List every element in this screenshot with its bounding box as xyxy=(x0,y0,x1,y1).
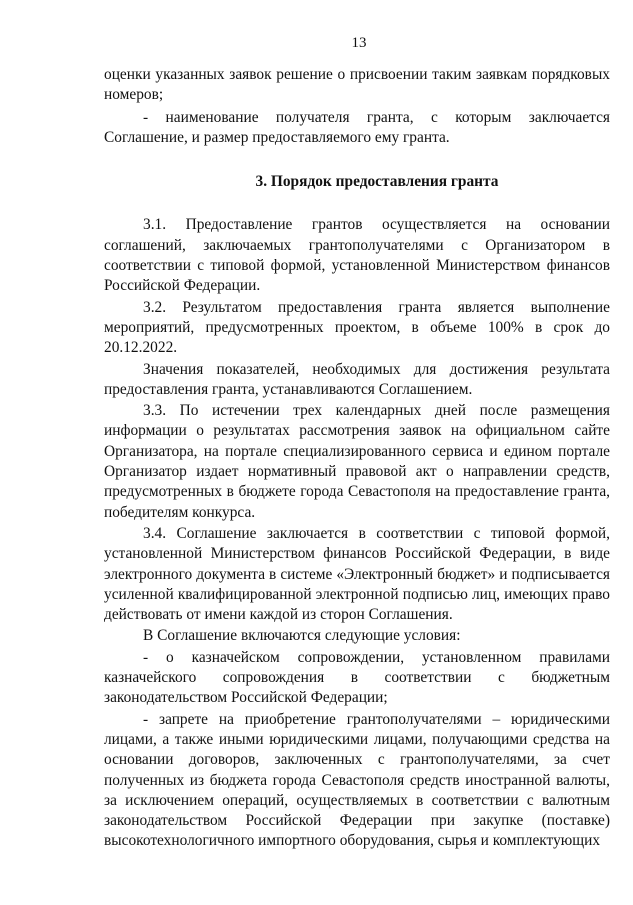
paragraph-3-4: 3.4. Соглашение заключается в соответствии с типовой формой, установленной Министерством финансов Российской Федерации, в виде электронного документа в системе «Электронный бюджет» и подписывается усиленной квалифицированной электронной подписью лиц, имеющих право действовать от имени каждой из сторон Соглашения. xyxy=(104,524,610,624)
paragraph-recipient-name: - наименование получателя гранта, с которым заключается Соглашение, и размер предоставляемого ему гранта. xyxy=(104,108,610,146)
paragraph-3-1: 3.1. Предоставление грантов осуществляется на основании соглашений, заключаемых грантополучателями с Организатором в соответствии с типовой формой, установленной Министерством финансов Российской Федерации. xyxy=(104,216,610,295)
paragraph-continuation: оценки указанных заявок решение о присвоении таким заявкам порядковых номеров; xyxy=(104,66,610,104)
page-number: 13 xyxy=(351,35,367,51)
paragraph-3-2: 3.2. Результатом предоставления гранта является выполнение мероприятий, предусмотренных проектом, в объеме 100% в срок до 20.12.2022. xyxy=(104,298,610,357)
paragraph-indicator-values: Значения показателей, необходимых для достижения результата предоставления гранта, устанавливаются Соглашением. xyxy=(104,360,610,398)
paragraph-currency-ban: - запрете на приобретение грантополучателями – юридическими лицами, а также иными юридическими лицами, получающими средства на основании договоров, заключенных с грантополучателями, за счет полученных из бюджета города Севастополя средств иностранной валюты, за исключением операций, осуществляемых в соответствии с валютным законодательством Российской Федерации при закупке (поставке) высокотехнологичного импортного оборудования, сырья и комплектующих xyxy=(104,710,610,850)
document-page xyxy=(104,34,610,852)
section-heading: 3. Порядок предоставления гранта xyxy=(255,173,499,191)
paragraph-3-3: 3.3. По истечении трех календарных дней после размещения информации о результатах рассмотрения заявок на официальном сайте Организатора, на портале специализированного сервиса и едином портале Организатор издает нормативный правовой акт о направлении средств, предусмотренных в бюджете города Севастополя на предоставление гранта, победителям конкурса. xyxy=(104,402,610,521)
paragraph-conditions-intro: В Соглашение включаются следующие условия: xyxy=(143,627,461,645)
paragraph-treasury-support: - о казначейском сопровождении, установленном правилами казначейского сопровождения в соответствии с бюджетным законодательством Российской Федерации; xyxy=(104,648,610,707)
